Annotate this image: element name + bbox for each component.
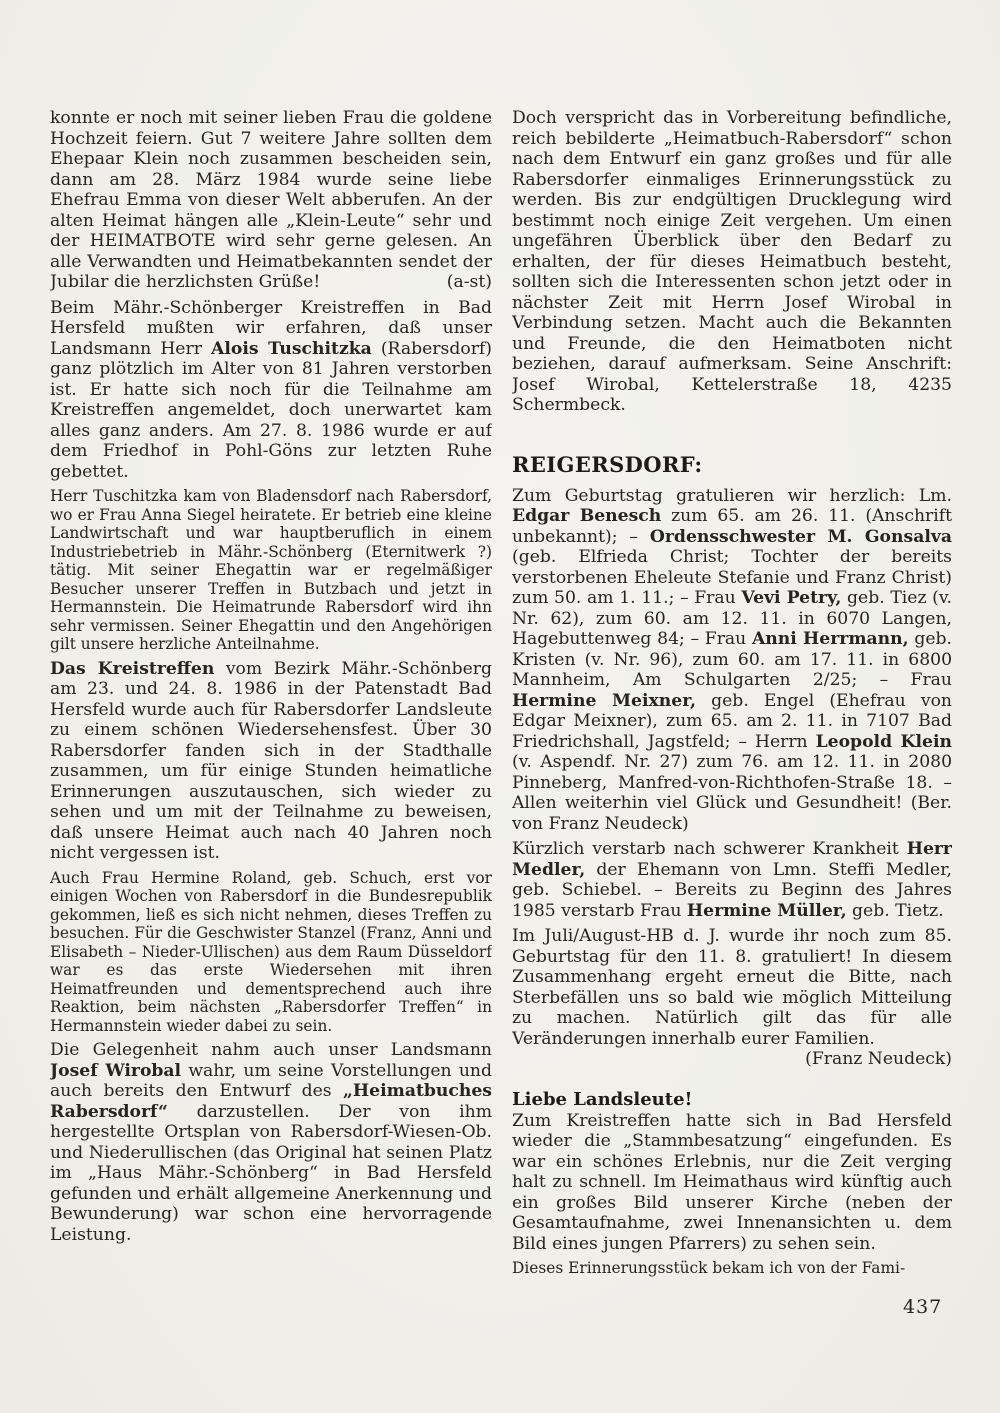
- paragraph: [50, 298, 492, 483]
- text-run: Die Gelegenheit nahm auch unser Landsmann: [50, 1040, 492, 1060]
- text-run: Im Juli/August-HB d. J. wurde ihr noch zum 85. Geburtstag für den 11. 8. gratuliert! In diesem Zusammenhang ergeht erneut die Bitte, nach Sterbefällen uns so bald wie möglich Mitteilung zu machen. Natürlich gilt das für alle Veränderungen innerhalb eurer Familien.: [512, 926, 952, 1049]
- paragraph: [512, 486, 952, 835]
- text-run: (v. Aspendf. Nr. 27) zum 76. am 12. 11. in 2080 Pinneberg, Manfred-von-Richthofen-Straße 18. – Allen weiterhin viel Glück und Gesundheit! (Ber. von Franz Neudeck): [512, 752, 952, 834]
- bold-text: Anni Herrmann,: [751, 629, 909, 649]
- text-run: Kürzlich verstarb nach schwerer Krankheit: [512, 839, 907, 859]
- paragraph: [512, 1111, 952, 1255]
- bold-text: Leopold Klein: [815, 731, 952, 752]
- paragraph: [50, 869, 492, 1036]
- bold-text: Das Kreistreffen: [50, 658, 215, 679]
- text-run: Beim Mähr.-Schönberger Kreistreffen in Bad Hersfeld mußten wir erfahren, daß unser Landsmann Herr: [50, 297, 492, 359]
- bold-text: Hermine Meixner,: [512, 690, 696, 711]
- bold-text: „Heimatbuches Rabersdorf“: [50, 1081, 492, 1122]
- byline: (a-st): [446, 272, 492, 292]
- text-run: Dieses Erinnerungsstück bekam ich von der Fami-: [512, 1259, 906, 1277]
- byline: (Franz Neudeck): [805, 1049, 952, 1069]
- text-run: der Ehemann von Lmn. Steffi Medler, geb. Schiebel. – Bereits zu Beginn des Jahres 1985 verstarb Frau: [512, 859, 952, 921]
- text-run: (Rabersdorf) ganz plötzlich im Alter von 81 Jahren verstorben ist. Er hatte sich noch für die Teilnahme am Kreistreffen angemeldet, doch unerwartet kam alles ganz anders. Am 27. 8. 1986 wurde er auf dem Friedhof in Pohl-Göns zur letzten Ruhe gebettet.: [50, 338, 492, 482]
- bold-text: Herr Medler,: [512, 839, 952, 880]
- text-run: geb. Tiez (v. Nr. 62), zum 60. am 12. 11. in 6070 Langen, Hagebuttenweg 84; – Frau: [512, 588, 952, 649]
- paragraph: [512, 1259, 952, 1278]
- page-number: 437: [903, 1296, 943, 1318]
- bold-text: Hermine Müller,: [686, 900, 847, 921]
- paragraph: [50, 659, 492, 864]
- text-run: Doch verspricht das in Vorbereitung befindliche, reich bebilderte „Heimatbuch-Rabersdorf“ schon nach dem Entwurf ein ganz großes und für alle Rabersdorfer einmaliges Erinnerungsstück zu werden. Bis zur endgültigen Drucklegung wird bestimmt noch einige Zeit vergehen. Um einen ungefähren Überblick über den Bedarf zu erhalten, der für dieses Heimatbuch besteht, sollten sich die Interessenten schon jetzt oder in nächster Zeit mit Herrn Josef Wirobal in Verbindung setzen. Macht auch die Bekannten und Freunde, die den Heimatboten nicht beziehen, darauf aufmerksam. Seine Anschrift: Josef Wirobal, Kettelerstraße 18, 4235 Schermbeck.: [512, 108, 952, 415]
- section-heading: REIGERSDORF:: [512, 451, 703, 477]
- text-run: Zum Geburtstag gratulieren wir herzlich: Lm.: [512, 485, 952, 506]
- text-run: geb. Tietz.: [846, 900, 944, 921]
- paragraph: [50, 108, 492, 293]
- text-run: darzustellen. Der von ihm hergestellte Ortsplan von Rabersdorf-Wiesen-Ob. und Niederullischen (das Original hat seinen Platz im „Haus Mähr.-Schönberg“ in Bad Hersfeld gefunden und erhält allgemeine Anerkennung und Bewunderung) war schon eine hervorragende Leistung.: [50, 1101, 492, 1245]
- paragraph: [512, 926, 952, 1070]
- text-run: vom Bezirk Mähr.-Schönberg am 23. und 24. 8. 1986 in der Patenstadt Bad Hersfeld wurde auch für Rabersdorfer Landsleute zu einem schönen Wiedersehensfest. Über 30 Rabersdorfer fanden sich in der Stadthalle zusammen, um für einige Stunden heimatliche Erinnerungen auszutauschen, sich wieder zu sehen und um mit der Teilnahme zu beweisen, daß unsere Heimat auch nach 40 Jahren noch nicht vergessen ist.: [50, 658, 492, 863]
- text-run: Herr Tuschitzka kam von Bladensdorf nach Rabersdorf, wo er Frau Anna Siegel heiratete. Er betrieb eine kleine Landwirtschaft und war hauptberuflich in einem Industriebetrieb in Mähr.-Schönberg (Eternitwerk ?) tätig. Mit seiner Ehegattin war er regelmäßiger Besucher unserer Treffen in Butzbach und jetzt in Hermannstein. Die Heimatrunde Rabersdorf wird ihn sehr vermissen. Seiner Ehegattin und den Angehörigen gilt unsere herzliche Anteilnahme.: [50, 487, 492, 653]
- text-run: (geb. Elfrieda Christ; Tochter der bereits verstorbenen Eheleute Stefanie und Franz Christ) zum 50. am 1. 11.; – Frau: [512, 547, 952, 608]
- text-run: geb. Engel (Ehefrau von Edgar Meixner), zum 65. am 2. 11. in 7107 Bad Friedrichshall, Jagstfeld; – Herrn: [512, 690, 952, 752]
- right-column: [512, 108, 952, 1278]
- paragraph: [512, 108, 952, 416]
- bold-text: Vevi Petry,: [741, 588, 842, 608]
- text-run: geb. Kristen (v. Nr. 96), zum 60. am 17. 11. in 6800 Mannheim, Am Schulgarten 2/25; – Frau: [512, 629, 952, 690]
- text-run: Auch Frau Hermine Roland, geb. Schuch, erst vor einigen Wochen von Rabersdorf in die Bundesrepublik gekommen, ließ es sich nicht nehmen, dieses Treffen zu besuchen. Für die Geschwister Stanzel (Franz, Anni und Elisabeth – Nieder-Ullischen) aus dem Raum Düsseldorf war es das erste Wiedersehen mit ihren Heimatfreunden und dementsprechend auch ihre Reaktion, beim nächsten „Rabersdorfer Treffen“ in Hermannstein wieder dabei zu sein.: [50, 868, 492, 1035]
- left-column: [50, 108, 492, 1245]
- text-run: konnte er noch mit seiner lieben Frau die goldene Hochzeit feiern. Gut 7 weitere Jahre sollten dem Ehepaar Klein noch zusammen bescheiden sein, dann am 28. März 1984 wurde seine liebe Ehefrau Emma von dieser Welt abberufen. An der alten Heimat hängen alle „Klein-Leute“ sehr und der HEIMATBOTE wird sehr gerne gelesen. An alle Verwandten und Heimatbekannten sendet der Jubilar die herzlichsten Grüße!: [50, 108, 492, 292]
- text-run: wahr, um seine Vorstellungen und auch bereits den Entwurf des: [50, 1060, 492, 1101]
- paragraph: [512, 839, 952, 921]
- bold-text: Alois Tuschitzka: [211, 338, 372, 359]
- bold-text: Edgar Benesch: [512, 506, 662, 526]
- bold-text: Josef Wirobal: [50, 1060, 182, 1081]
- bold-text: Ordensschwester M. Gonsalva: [649, 526, 952, 547]
- paragraph: [50, 487, 492, 654]
- paragraph: [50, 1040, 492, 1245]
- text-run: zum 65. am 26. 11. (Anschrift unbekannt); –: [512, 506, 952, 547]
- section-heading: Liebe Landsleute!: [512, 1088, 693, 1110]
- text-run: Zum Kreistreffen hatte sich in Bad Hersfeld wieder die „Stammbesatzung“ eingefunden. Es war ein schönes Erlebnis, nur die Zeit verging halt zu schnell. Im Heimathaus wird künftig auch ein großes Bild unserer Kirche (neben der Gesamtaufnahme, zwei Innenansichten u. dem Bild eines jungen Pfarrers) zu sehen sein.: [512, 1110, 952, 1254]
